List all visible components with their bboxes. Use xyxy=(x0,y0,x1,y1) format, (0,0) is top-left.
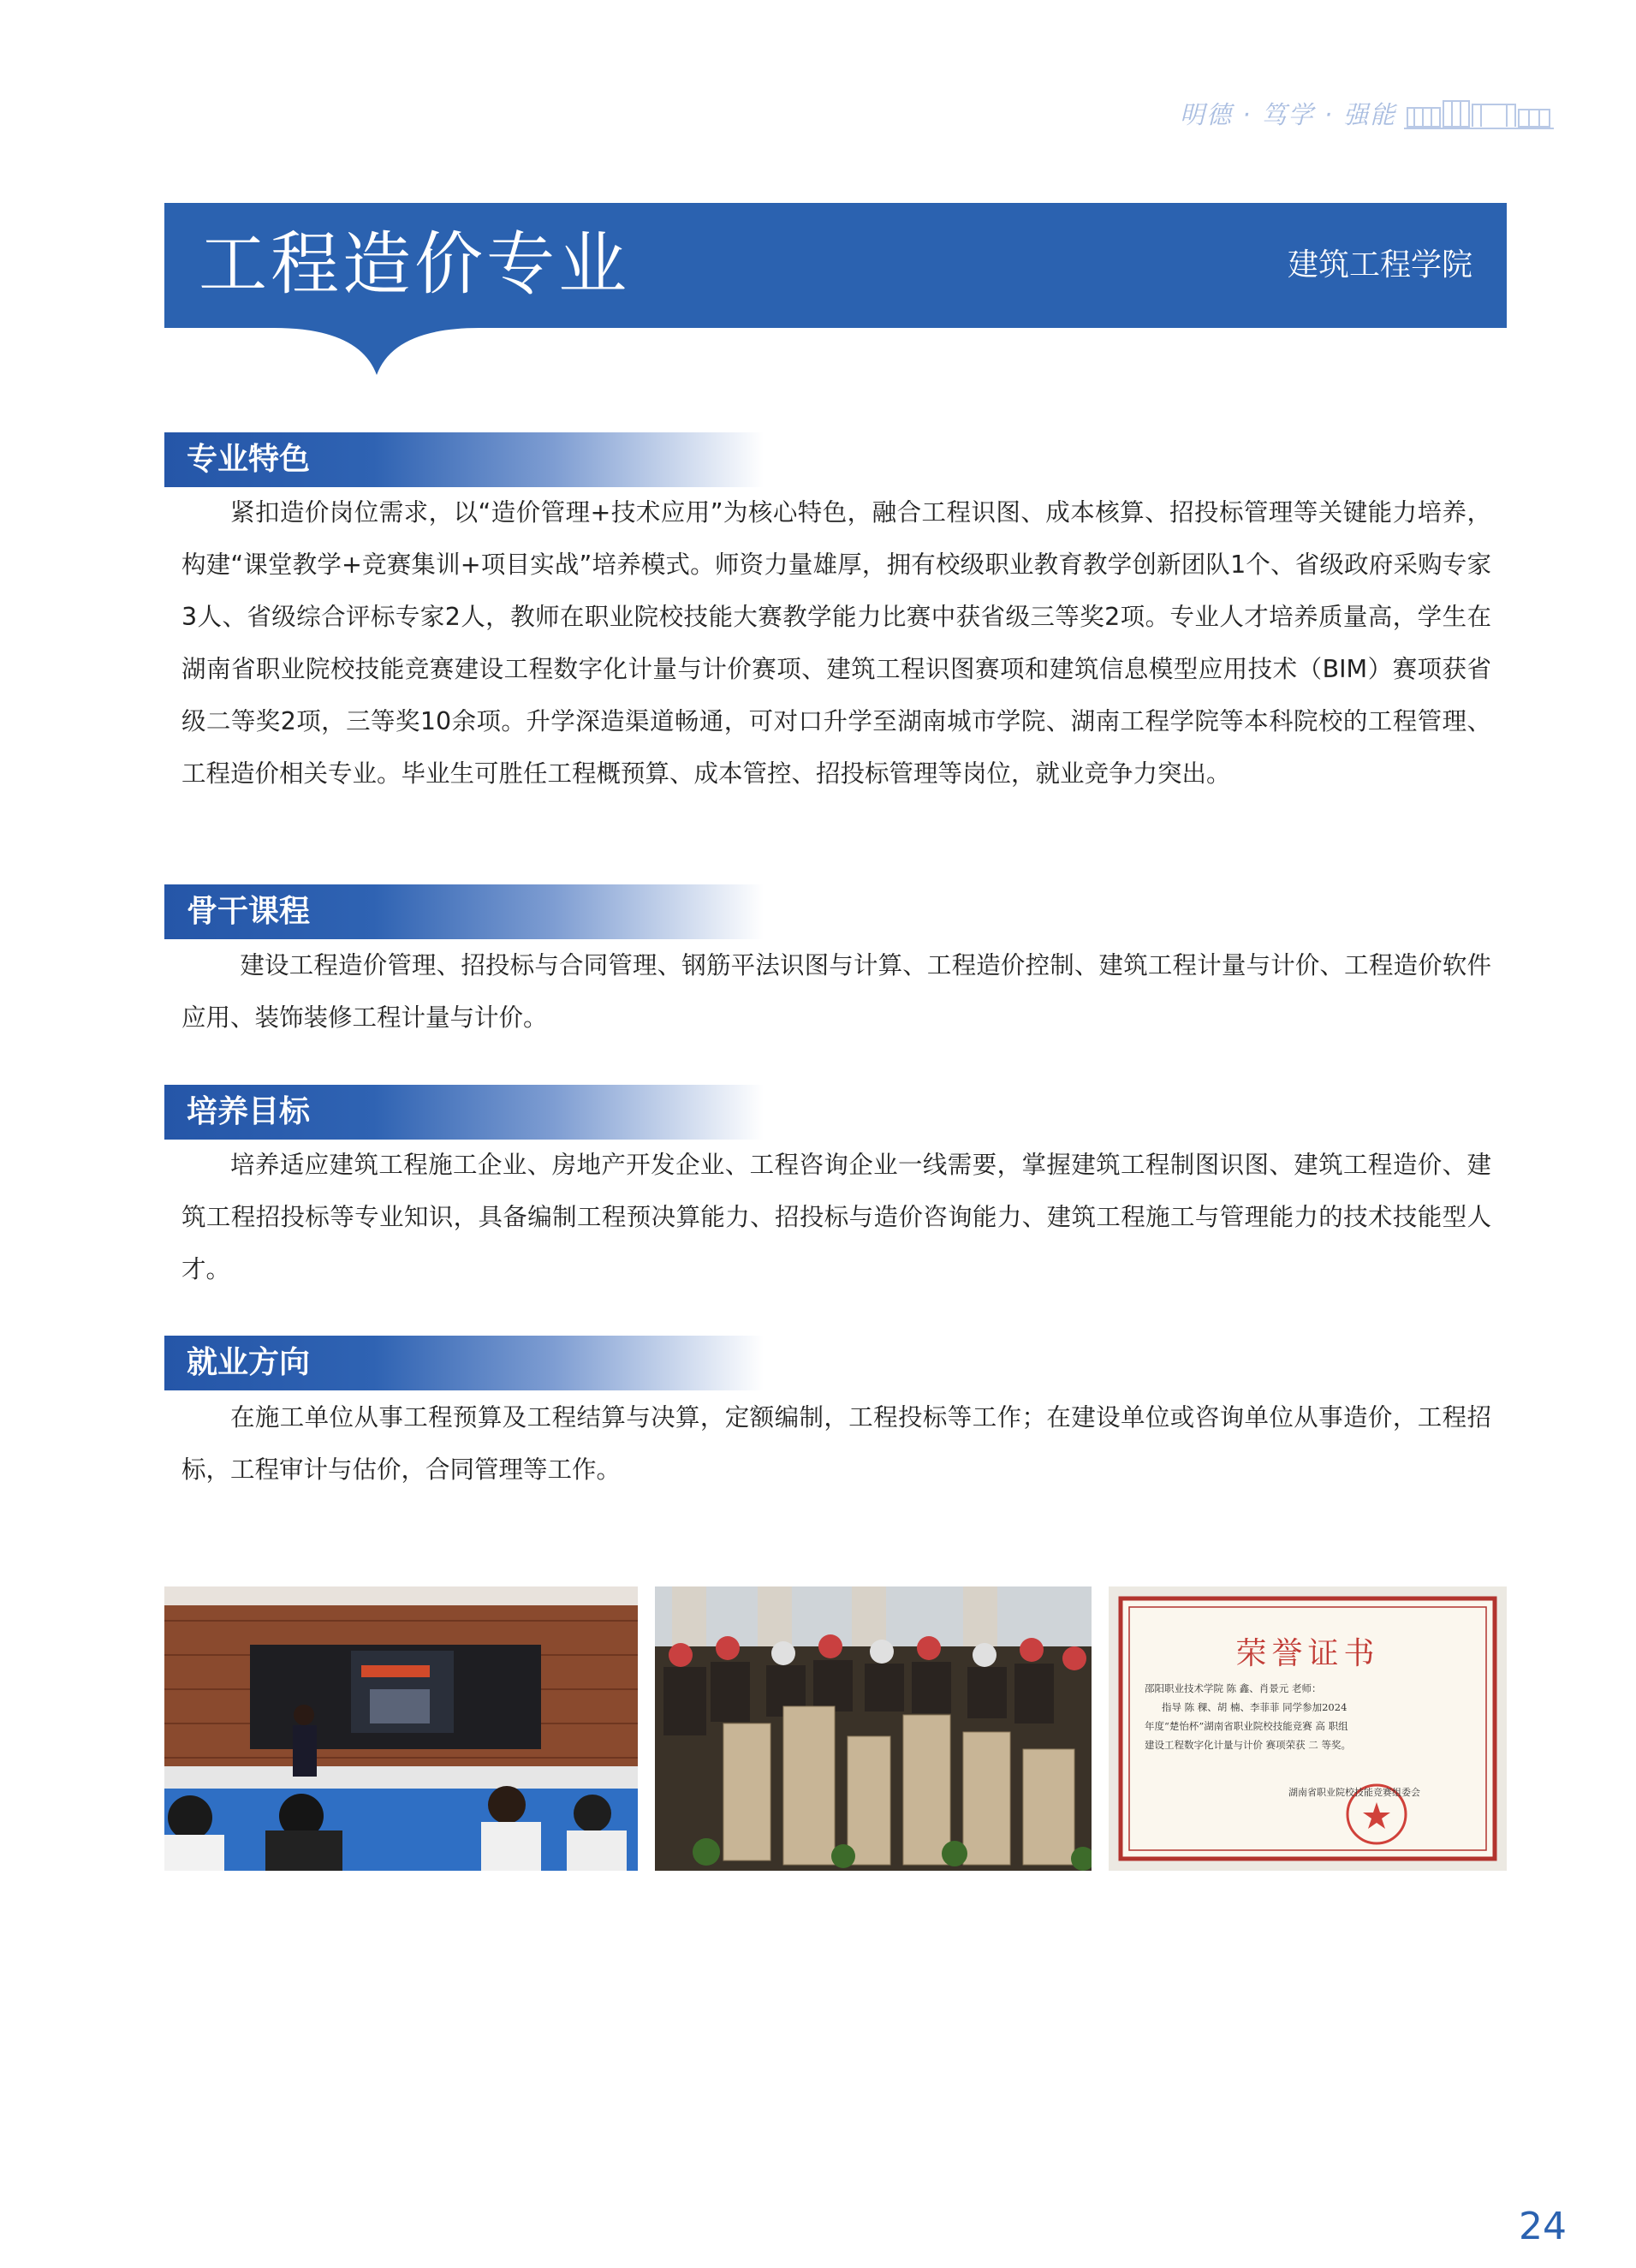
honor-certificate-photo xyxy=(1109,1586,1507,1871)
certificate-line: 邵阳职业技术学院 陈 鑫、肖景元 老师： xyxy=(1145,1682,1322,1694)
campus-building-logo xyxy=(1404,96,1554,130)
section-heading-goals xyxy=(164,1085,764,1140)
section-heading-label: 培养目标 xyxy=(187,1094,311,1129)
certificate-issuer: 湖南省职业院校技能竞赛组委会 xyxy=(1288,1787,1420,1798)
certificate-body xyxy=(1145,1679,1478,1754)
building-model-photo xyxy=(655,1586,1092,1871)
classroom-photo xyxy=(164,1586,638,1871)
banner-notch-decoration xyxy=(274,328,479,379)
section-body-careers: 在施工单位从事工程预算及工程结算与决算，定额编制，工程投标等工作；在建设单位或咨询单位从事造价，工程招标，工程审计与估价，合同管理等工作。 xyxy=(181,1403,1491,1484)
page-title: 工程造价专业 xyxy=(199,224,630,304)
section-heading-label: 就业方向 xyxy=(187,1345,311,1380)
section-heading-careers xyxy=(164,1336,764,1390)
section-body-features: 紧扣造价岗位需求，以“造价管理+技术应用”为核心特色，融合工程识图、成本核算、招投标管理等关键能力培养，构建“课堂教学+竞赛集训+项目实战”培养模式。师资力量雄厚，拥有校级职业教育教学创新团队1个、省级政府采购专家3人、省级综合评标专家2人，教师在职业院校技能大赛教学能力比赛中获省级三等奖2项。专业人才培养质量高，学生在湖南省职业院校技能竞赛建设工程数字化计量与计价赛项、建筑工程识图赛项和建筑信息模型应用技术（BIM）赛项获省级二等奖2项，三等奖10余项。升学深造渠道畅通，可对口升学至湖南城市学院、湖南工程学院等本科院校的工程管理、工程造价相关专业。毕业生可胜任工程概预算、成本管控、招投标管理等岗位，就业竞争力突出。 xyxy=(181,498,1491,788)
college-name: 建筑工程学院 xyxy=(1287,247,1472,283)
certificate-line: 指导 陈 稞、胡 楠、李菲菲 同学参加2024 xyxy=(1162,1701,1347,1713)
title-banner xyxy=(164,203,1507,328)
section-body-goals: 培养适应建筑工程施工企业、房地产开发企业、工程咨询企业一线需要，掌握建筑工程制图识图、建筑工程造价、建筑工程招投标等专业知识，具备编制工程预决算能力、招投标与造价咨询能力、建筑工程施工与管理能力的技术技能型人才。 xyxy=(181,1151,1491,1283)
certificate-line: 建设工程数字化计量与计价 赛项荣获 二 等奖。 xyxy=(1145,1739,1351,1751)
page-number: 24 xyxy=(1519,2205,1567,2248)
section-heading-courses xyxy=(164,884,764,939)
certificate-title: 荣誉证书 xyxy=(1235,1636,1380,1671)
motto-text: 明德 · 笃学 · 强能 xyxy=(1180,100,1397,129)
certificate-line: 年度“楚怡杯”湖南省职业院校技能竞赛 高 职组 xyxy=(1145,1720,1348,1732)
section-heading-label: 骨干课程 xyxy=(187,894,311,929)
section-heading-label: 专业特色 xyxy=(187,442,311,477)
section-body-courses: 建设工程造价管理、招投标与合同管理、钢筋平法识图与计算、工程造价控制、建筑工程计量与计价、工程造价软件应用、装饰装修工程计量与计价。 xyxy=(181,951,1491,1032)
section-heading-features xyxy=(164,432,764,487)
